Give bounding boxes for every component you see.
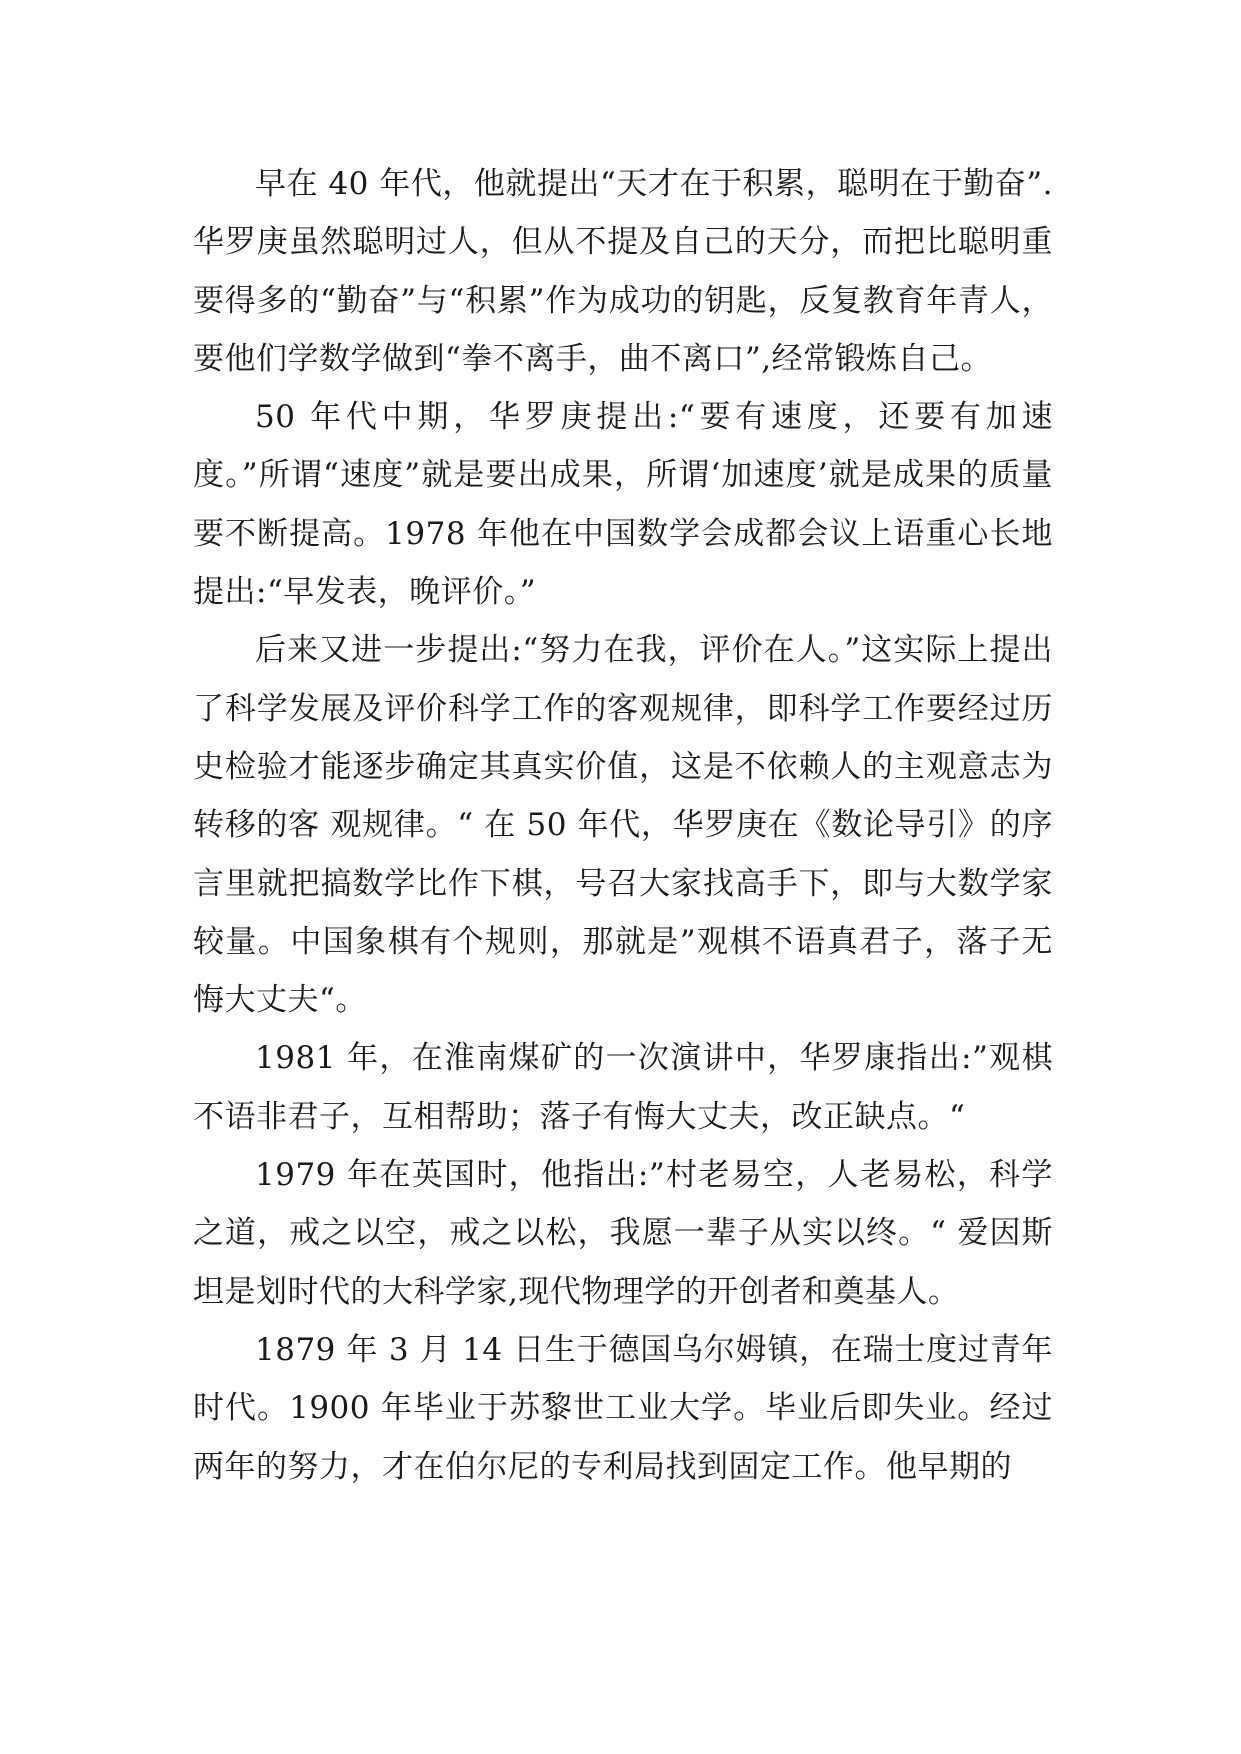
paragraph-6: 1879 年 3 月 14 日生于德国乌尔姆镇，在瑞士度过青年时代。1900 年毕业于苏黎世工业大学。毕业后即失业。经过两年的努力，才在伯尔尼的专利局找到固定工作。他早期的 xyxy=(193,1331,1053,1485)
paragraph-2: 50 年代中期，华罗庚提出:“要有速度，还要有加速度。”所谓“速度”就是要出成果，所谓‘加速度’就是成果的质量要不断提高。1978 年他在中国数学会成都会议上语重心长地提出:“早发表，晚评价。” xyxy=(193,399,1053,611)
paragraph-1: 早在 40 年代，他就提出“天才在于积累，聪明在于勤奋”. 华罗庚虽然聪明过人，但从不提及自己的天分，而把比聪明重要得多的“勤奋”与“积累”作为成功的钥匙，反复教育年青人，要他们学数学做到“拳不离手，曲不离口”,经常锻炼自己。 xyxy=(193,166,1053,377)
paragraph-4: 1981 年，在淮南煤矿的一次演讲中，华罗康指出:”观棋不语非君子，互相帮助；落子有悔大丈夫，改正缺点。“ xyxy=(193,1040,1053,1135)
body-text xyxy=(193,155,1053,1496)
paragraph-5: 1979 年在英国时，他指出:”村老易空，人老易松，科学之道，戒之以空，戒之以松，我愿一辈子从实以终。“ 爱因斯坦是划时代的大科学家,现代物理学的开创者和奠基人。 xyxy=(193,1157,1053,1310)
paragraph-3: 后来又进一步提出:“努力在我，评价在人。”这实际上提出了科学发展及评价科学工作的客观规律，即科学工作要经过历史检验才能逐步确定其真实价值，这是不依赖人的主观意志为转移的客 观规律。“ 在 50 年代，华罗庚在《数论导引》的序言里就把搞数学比作下棋，号召大家找高手下，即与大数学家较量。中国象棋有个规则，那就是”观棋不语真君子，落子无悔大丈夫“。 xyxy=(193,632,1053,1019)
